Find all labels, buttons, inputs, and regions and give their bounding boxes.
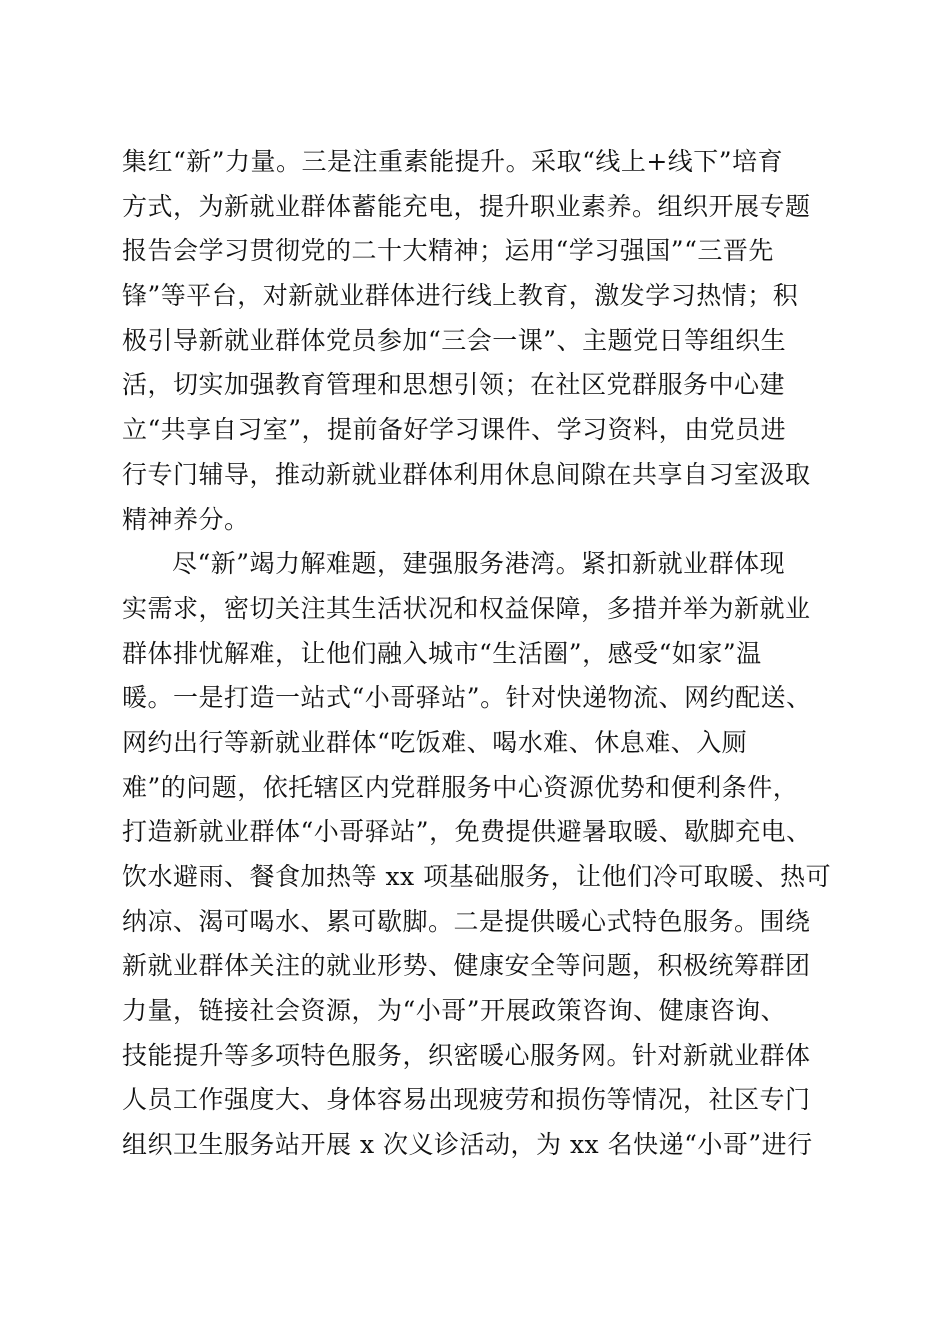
- text-line: 暖。一是打造一站式“小哥驿站”。针对快递物流、网约配送、: [122, 683, 812, 713]
- text-line: 群体排忧解难，让他们融入城市“生活圈”，感受“如家”温: [122, 638, 762, 668]
- text-line: 难”的问题，依托辖区内党群服务中心资源优势和便利条件，: [122, 772, 799, 802]
- text-line: 实需求，密切关注其生活状况和权益保障，多措并举为新就业: [122, 593, 811, 623]
- paragraph-start-line: 尽“新”竭力解难题，建强服务港湾。紧扣新就业群体现: [172, 549, 786, 579]
- body-text: [122, 140, 842, 1168]
- text-line: 力量，链接社会资源，为“小哥”开展政策咨询、健康咨询、: [122, 996, 787, 1026]
- text-line: 饮水避雨、餐食加热等 xx 项基础服务，让他们冷可取暖、热可: [122, 862, 832, 891]
- text-line: 报告会学习贯彻党的二十大精神；运用“学习强国”“三晋先: [122, 236, 774, 266]
- text-line: 集红“新”力量。三是注重素能提升。采取“线上+线下”培育: [122, 147, 784, 176]
- text-line: 新就业群体关注的就业形势、健康安全等问题，积极统筹群团: [122, 951, 811, 981]
- text-line: 立“共享自习室”，提前备好学习课件、学习资料，由党员进: [122, 415, 787, 445]
- text-line: 组织卫生服务站开展 x 次义诊活动，为 xx 名快递“小哥”进行: [122, 1130, 813, 1160]
- text-line: 锋”等平台，对新就业群体进行线上教育，激发学习热情；积: [122, 281, 799, 311]
- text-line: 人员工作强度大、身体容易出现疲劳和损伤等情况，社区专门: [122, 1085, 811, 1115]
- text-line: 打造新就业群体“小哥驿站”，免费提供避暑取暖、歇脚充电、: [122, 817, 812, 847]
- text-line: 活，切实加强教育管理和思想引领；在社区党群服务中心建: [122, 370, 786, 400]
- text-line: 技能提升等多项特色服务，织密暖心服务网。针对新就业群体: [122, 1040, 811, 1070]
- text-line: 方式，为新就业群体蓄能充电，提升职业素养。组织开展专题: [122, 191, 811, 221]
- text-line: 行专门辅导，推动新就业群体利用休息间隙在共享自习室汲取: [122, 459, 811, 489]
- text-line: 极引导新就业群体党员参加“三会一课”、主题党日等组织生: [122, 325, 787, 355]
- text-line: 精神养分。: [122, 504, 250, 534]
- text-line: 纳凉、渴可喝水、累可歇脚。二是提供暖心式特色服务。围绕: [122, 906, 811, 936]
- text-line: 网约出行等新就业群体“吃饭难、喝水难、休息难、入厕: [122, 727, 748, 757]
